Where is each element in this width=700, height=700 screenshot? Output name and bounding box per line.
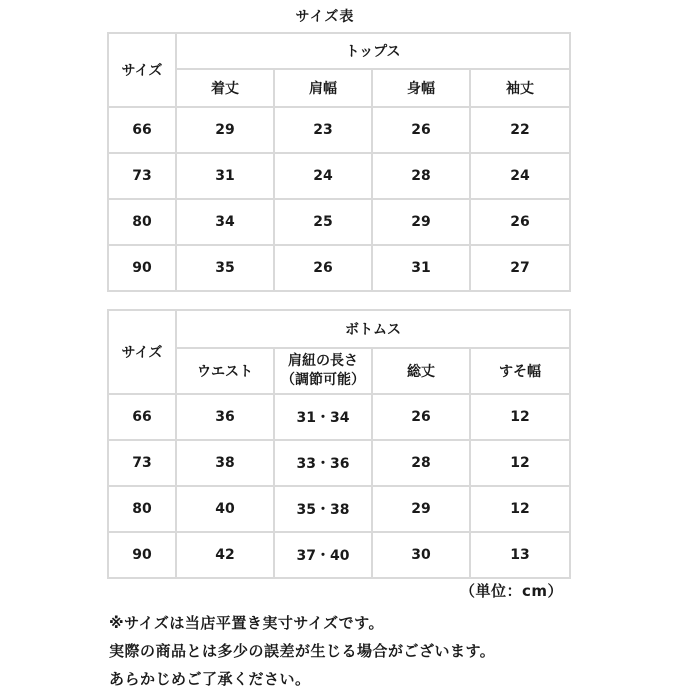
bottoms-cell: 36: [176, 394, 274, 440]
note-line: あらかじめご了承ください。: [109, 670, 311, 688]
bottoms-size-table: [107, 309, 571, 579]
bottoms-cell: 35・38: [274, 486, 372, 532]
tops-group-header: トップス: [176, 33, 570, 69]
bottoms-col-header: ウエスト: [176, 348, 274, 394]
strap-length-label: 肩紐の長さ: [288, 353, 358, 369]
bottoms-col-header-strap: [274, 348, 372, 394]
bottoms-cell: 33・36: [274, 440, 372, 486]
bottoms-cell: 90: [108, 532, 176, 578]
tops-cell: 26: [470, 199, 570, 245]
tops-size-header: サイズ: [108, 33, 176, 107]
tops-cell: 22: [470, 107, 570, 153]
table-row: [108, 245, 570, 291]
size-notes: [109, 609, 495, 693]
tops-col-header: 着丈: [176, 69, 274, 107]
tops-size-table: [107, 32, 571, 292]
tops-col-header: 肩幅: [274, 69, 372, 107]
bottoms-cell: 28: [372, 440, 470, 486]
table-row: [108, 394, 570, 440]
bottoms-cell: 29: [372, 486, 470, 532]
bottoms-cell: 31・34: [274, 394, 372, 440]
table-row: [108, 199, 570, 245]
note-line: ※サイズは当店平置き実寸サイズです。: [109, 614, 384, 632]
bottoms-cell: 73: [108, 440, 176, 486]
tops-cell: 34: [176, 199, 274, 245]
bottoms-cell: 37・40: [274, 532, 372, 578]
tops-cell: 26: [372, 107, 470, 153]
adjustable-note: （調節可能）: [281, 372, 365, 388]
table-row: [108, 486, 570, 532]
size-chart-title: サイズ表: [295, 9, 355, 25]
bottoms-cell: 26: [372, 394, 470, 440]
bottoms-size-header: サイズ: [108, 310, 176, 394]
unit-label: （単位：cm）: [460, 582, 564, 600]
tops-cell: 90: [108, 245, 176, 291]
tops-cell: 73: [108, 153, 176, 199]
tops-cell: 31: [176, 153, 274, 199]
bottoms-col-header: 総丈: [372, 348, 470, 394]
bottoms-cell: 38: [176, 440, 274, 486]
tops-cell: 25: [274, 199, 372, 245]
bottoms-cell: 12: [470, 486, 570, 532]
bottoms-group-header: ボトムス: [176, 310, 570, 348]
bottoms-cell: 66: [108, 394, 176, 440]
tops-cell: 23: [274, 107, 372, 153]
table-row: [108, 107, 570, 153]
tops-cell: 27: [470, 245, 570, 291]
tops-cell: 29: [372, 199, 470, 245]
tops-cell: 35: [176, 245, 274, 291]
tops-cell: 29: [176, 107, 274, 153]
table-row: [108, 440, 570, 486]
bottoms-cell: 13: [470, 532, 570, 578]
tops-cell: 31: [372, 245, 470, 291]
tops-cell: 28: [372, 153, 470, 199]
tops-cell: 66: [108, 107, 176, 153]
tops-cell: 24: [470, 153, 570, 199]
tops-cell: 80: [108, 199, 176, 245]
tops-col-header: 袖丈: [470, 69, 570, 107]
tops-cell: 24: [274, 153, 372, 199]
bottoms-cell: 40: [176, 486, 274, 532]
bottoms-cell: 42: [176, 532, 274, 578]
bottoms-cell: 80: [108, 486, 176, 532]
bottoms-cell: 12: [470, 394, 570, 440]
table-row: [108, 153, 570, 199]
bottoms-cell: 12: [470, 440, 570, 486]
bottoms-col-header: すそ幅: [470, 348, 570, 394]
bottoms-cell: 30: [372, 532, 470, 578]
note-line: 実際の商品とは多少の誤差が生じる場合がございます。: [109, 642, 496, 660]
tops-cell: 26: [274, 245, 372, 291]
tops-col-header: 身幅: [372, 69, 470, 107]
table-row: [108, 532, 570, 578]
